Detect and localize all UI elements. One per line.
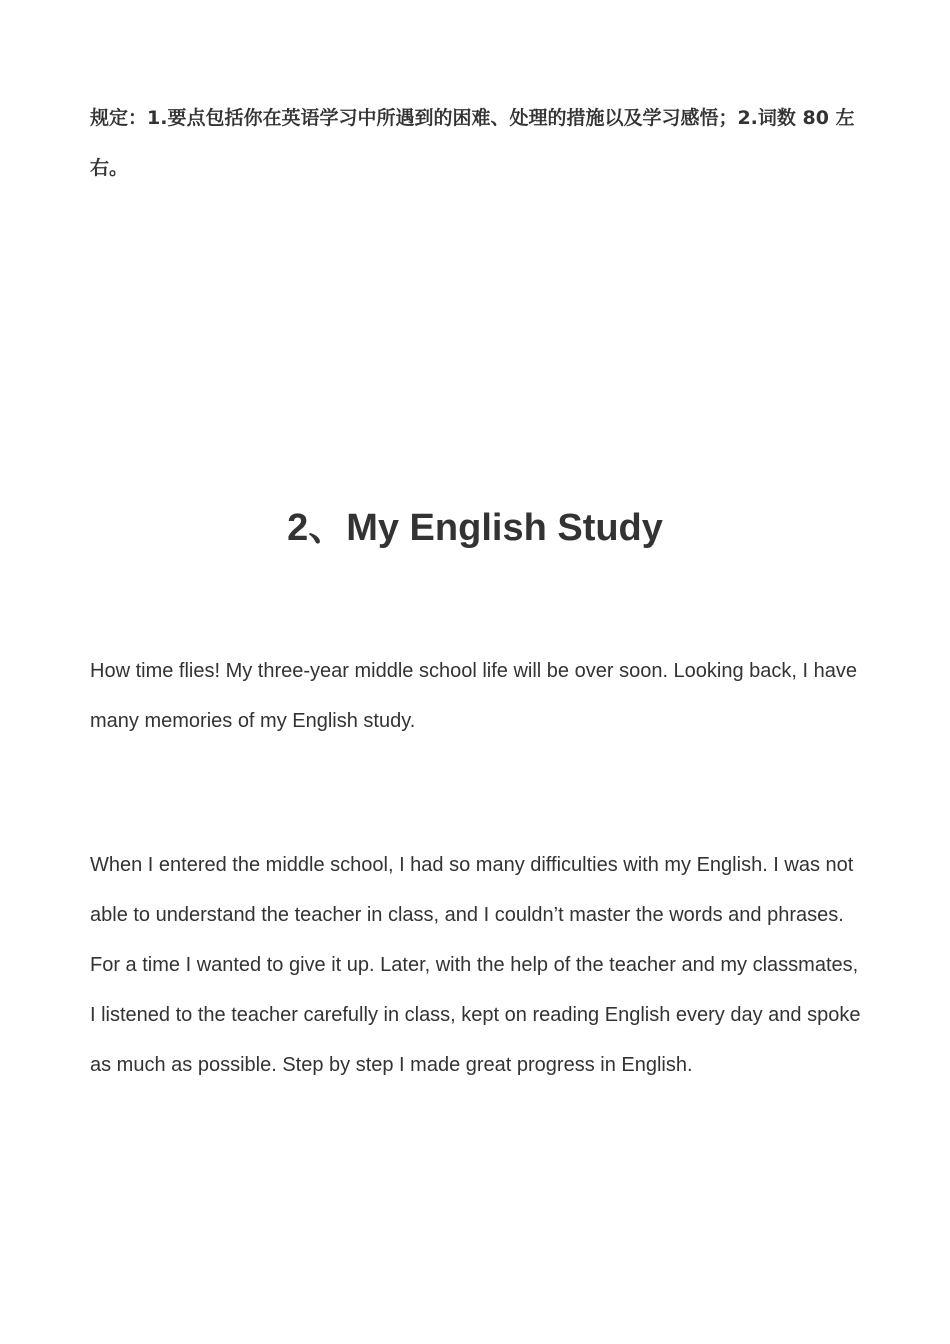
paragraph-intro: How time flies! My three-year middle school life will be over soon. Looking back, I have many memories of my English study. <box>90 660 858 732</box>
paragraph-difficulties: When I entered the middle school, I had so many difficulties with my English. I was not able to understand the teacher in class, and I couldn’t master the words and phrases. For a time I wanted to give it up. Later, with the help of the teacher and my classmates, I listened to the teacher carefully in class, kept on reading English every day and spoke as much as possible. Step by step I made great progress in English. <box>90 854 861 1076</box>
requirement-text: 规定：1.要点包括你在英语学习中所遇到的困难、处理的措施以及学习感悟；2.词数 80 左右。 <box>90 107 855 179</box>
section-title: 2、My English Study <box>287 507 663 549</box>
